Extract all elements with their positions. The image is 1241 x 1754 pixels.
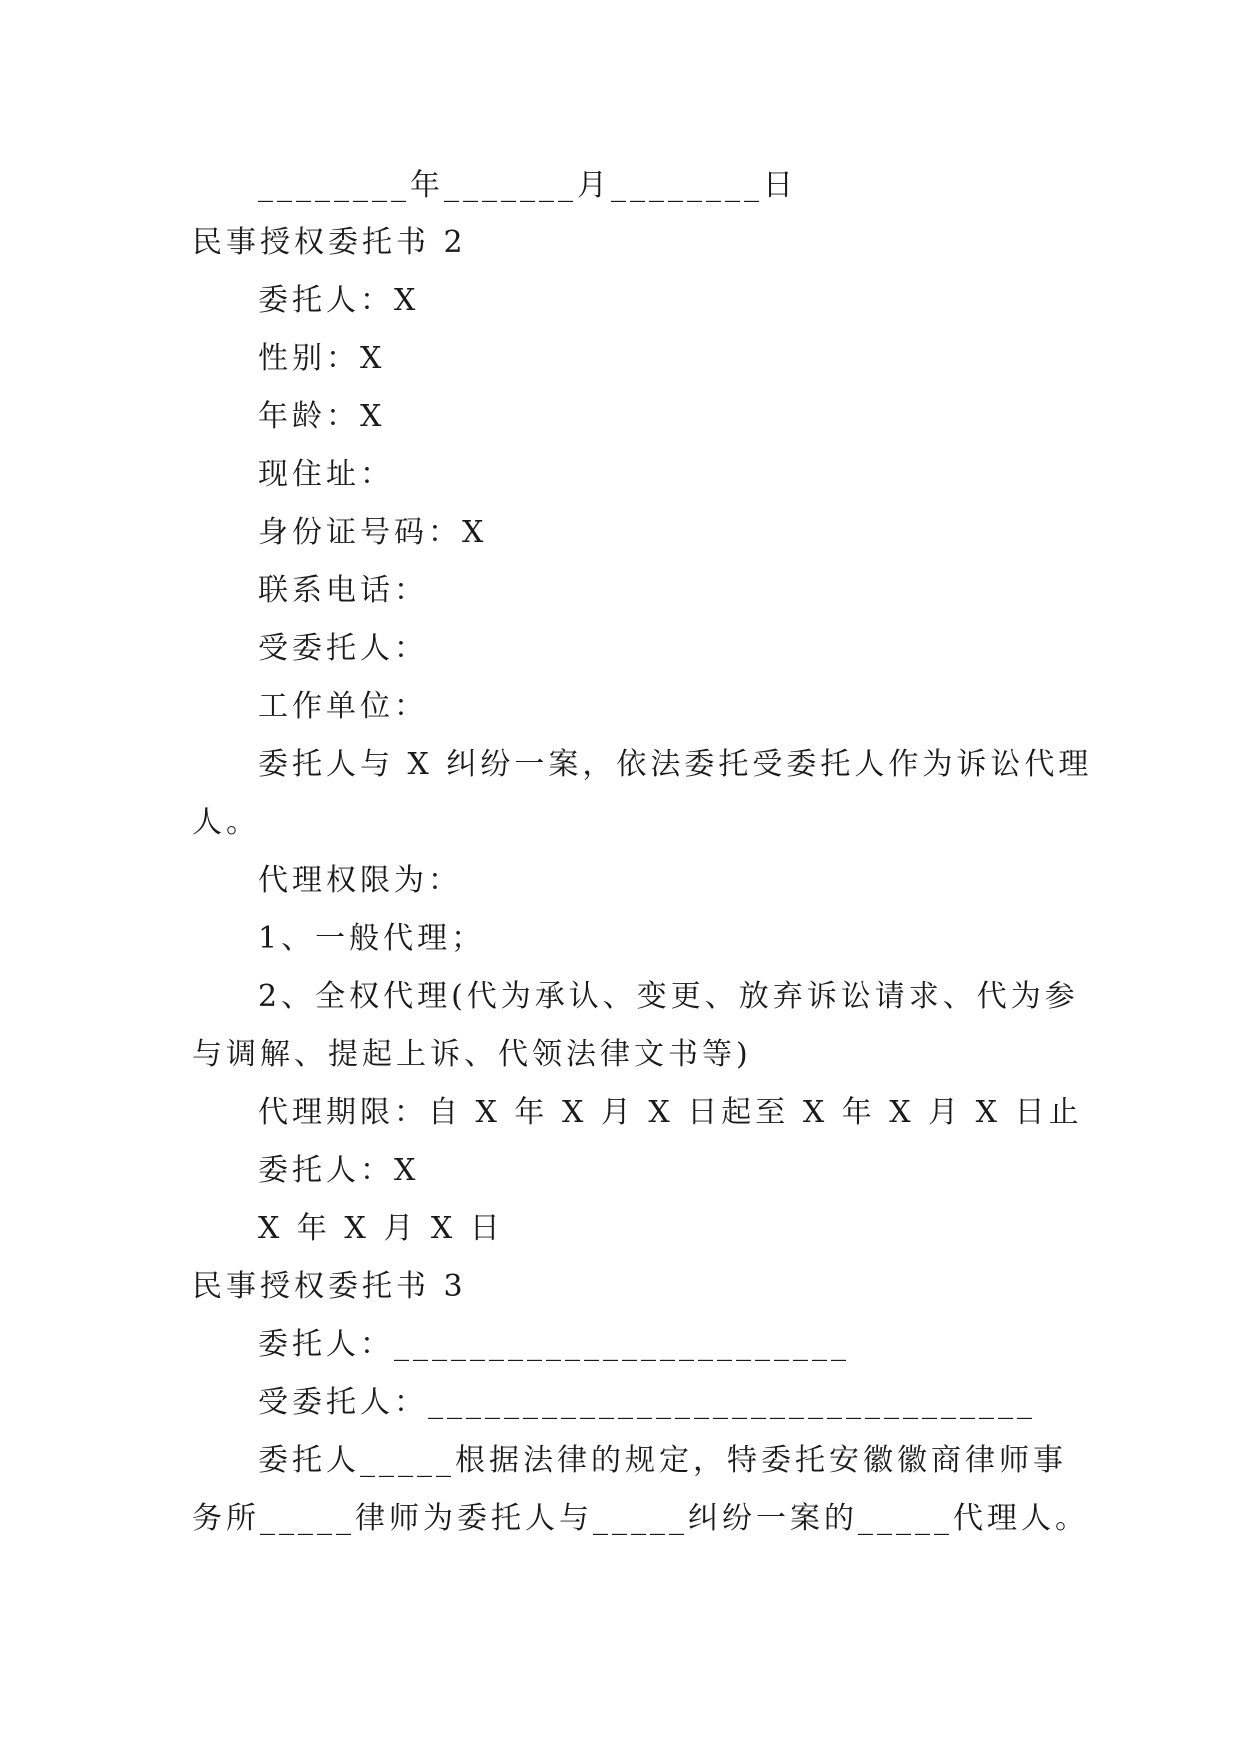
body-paragraph-line: 委托人与 X 纠纷一案，依法委托受委托人作为诉讼代理 xyxy=(258,747,1093,782)
id-number-field: 身份证号码：X xyxy=(258,515,488,550)
agent-field: 受委托人： xyxy=(258,631,428,666)
address-field: 现住址： xyxy=(258,457,394,492)
authority-item-2: 2、全权代理(代为承认、变更、放弃诉讼请求、代为参 xyxy=(258,979,1079,1014)
date-line: ________年_______月________日 xyxy=(258,168,797,203)
agent-blank-field: 受委托人：________________________________ xyxy=(258,1385,1036,1420)
gender-field: 性别：X xyxy=(258,341,386,376)
signature-principal: 委托人：X xyxy=(258,1153,420,1188)
authority-item-1: 1、一般代理； xyxy=(258,921,486,956)
section-heading-3: 民事授权委托书 3 xyxy=(192,1269,467,1304)
principal-blank-field: 委托人：________________________ xyxy=(258,1327,850,1362)
workplace-field: 工作单位： xyxy=(258,689,428,724)
principal-field: 委托人：X xyxy=(258,283,420,318)
age-field: 年龄：X xyxy=(258,399,386,434)
authority-heading: 代理权限为： xyxy=(258,863,462,898)
section-heading-2: 民事授权委托书 2 xyxy=(192,225,467,260)
term-line: 代理期限：自 X 年 X 月 X 日起至 X 年 X 月 X 日止 xyxy=(258,1095,1083,1130)
signature-date: X 年 X 月 X 日 xyxy=(258,1211,504,1246)
body-paragraph-line: 务所_____律师为委托人与_____纠纷一案的_____代理人。 xyxy=(192,1501,1089,1536)
phone-field: 联系电话： xyxy=(258,573,428,608)
body-paragraph-line: 人。 xyxy=(192,805,260,840)
authority-item-2-cont: 与调解、提起上诉、代领法律文书等) xyxy=(192,1037,752,1072)
body-paragraph-line: 委托人_____根据法律的规定，特委托安徽徽商律师事 xyxy=(258,1443,1067,1478)
